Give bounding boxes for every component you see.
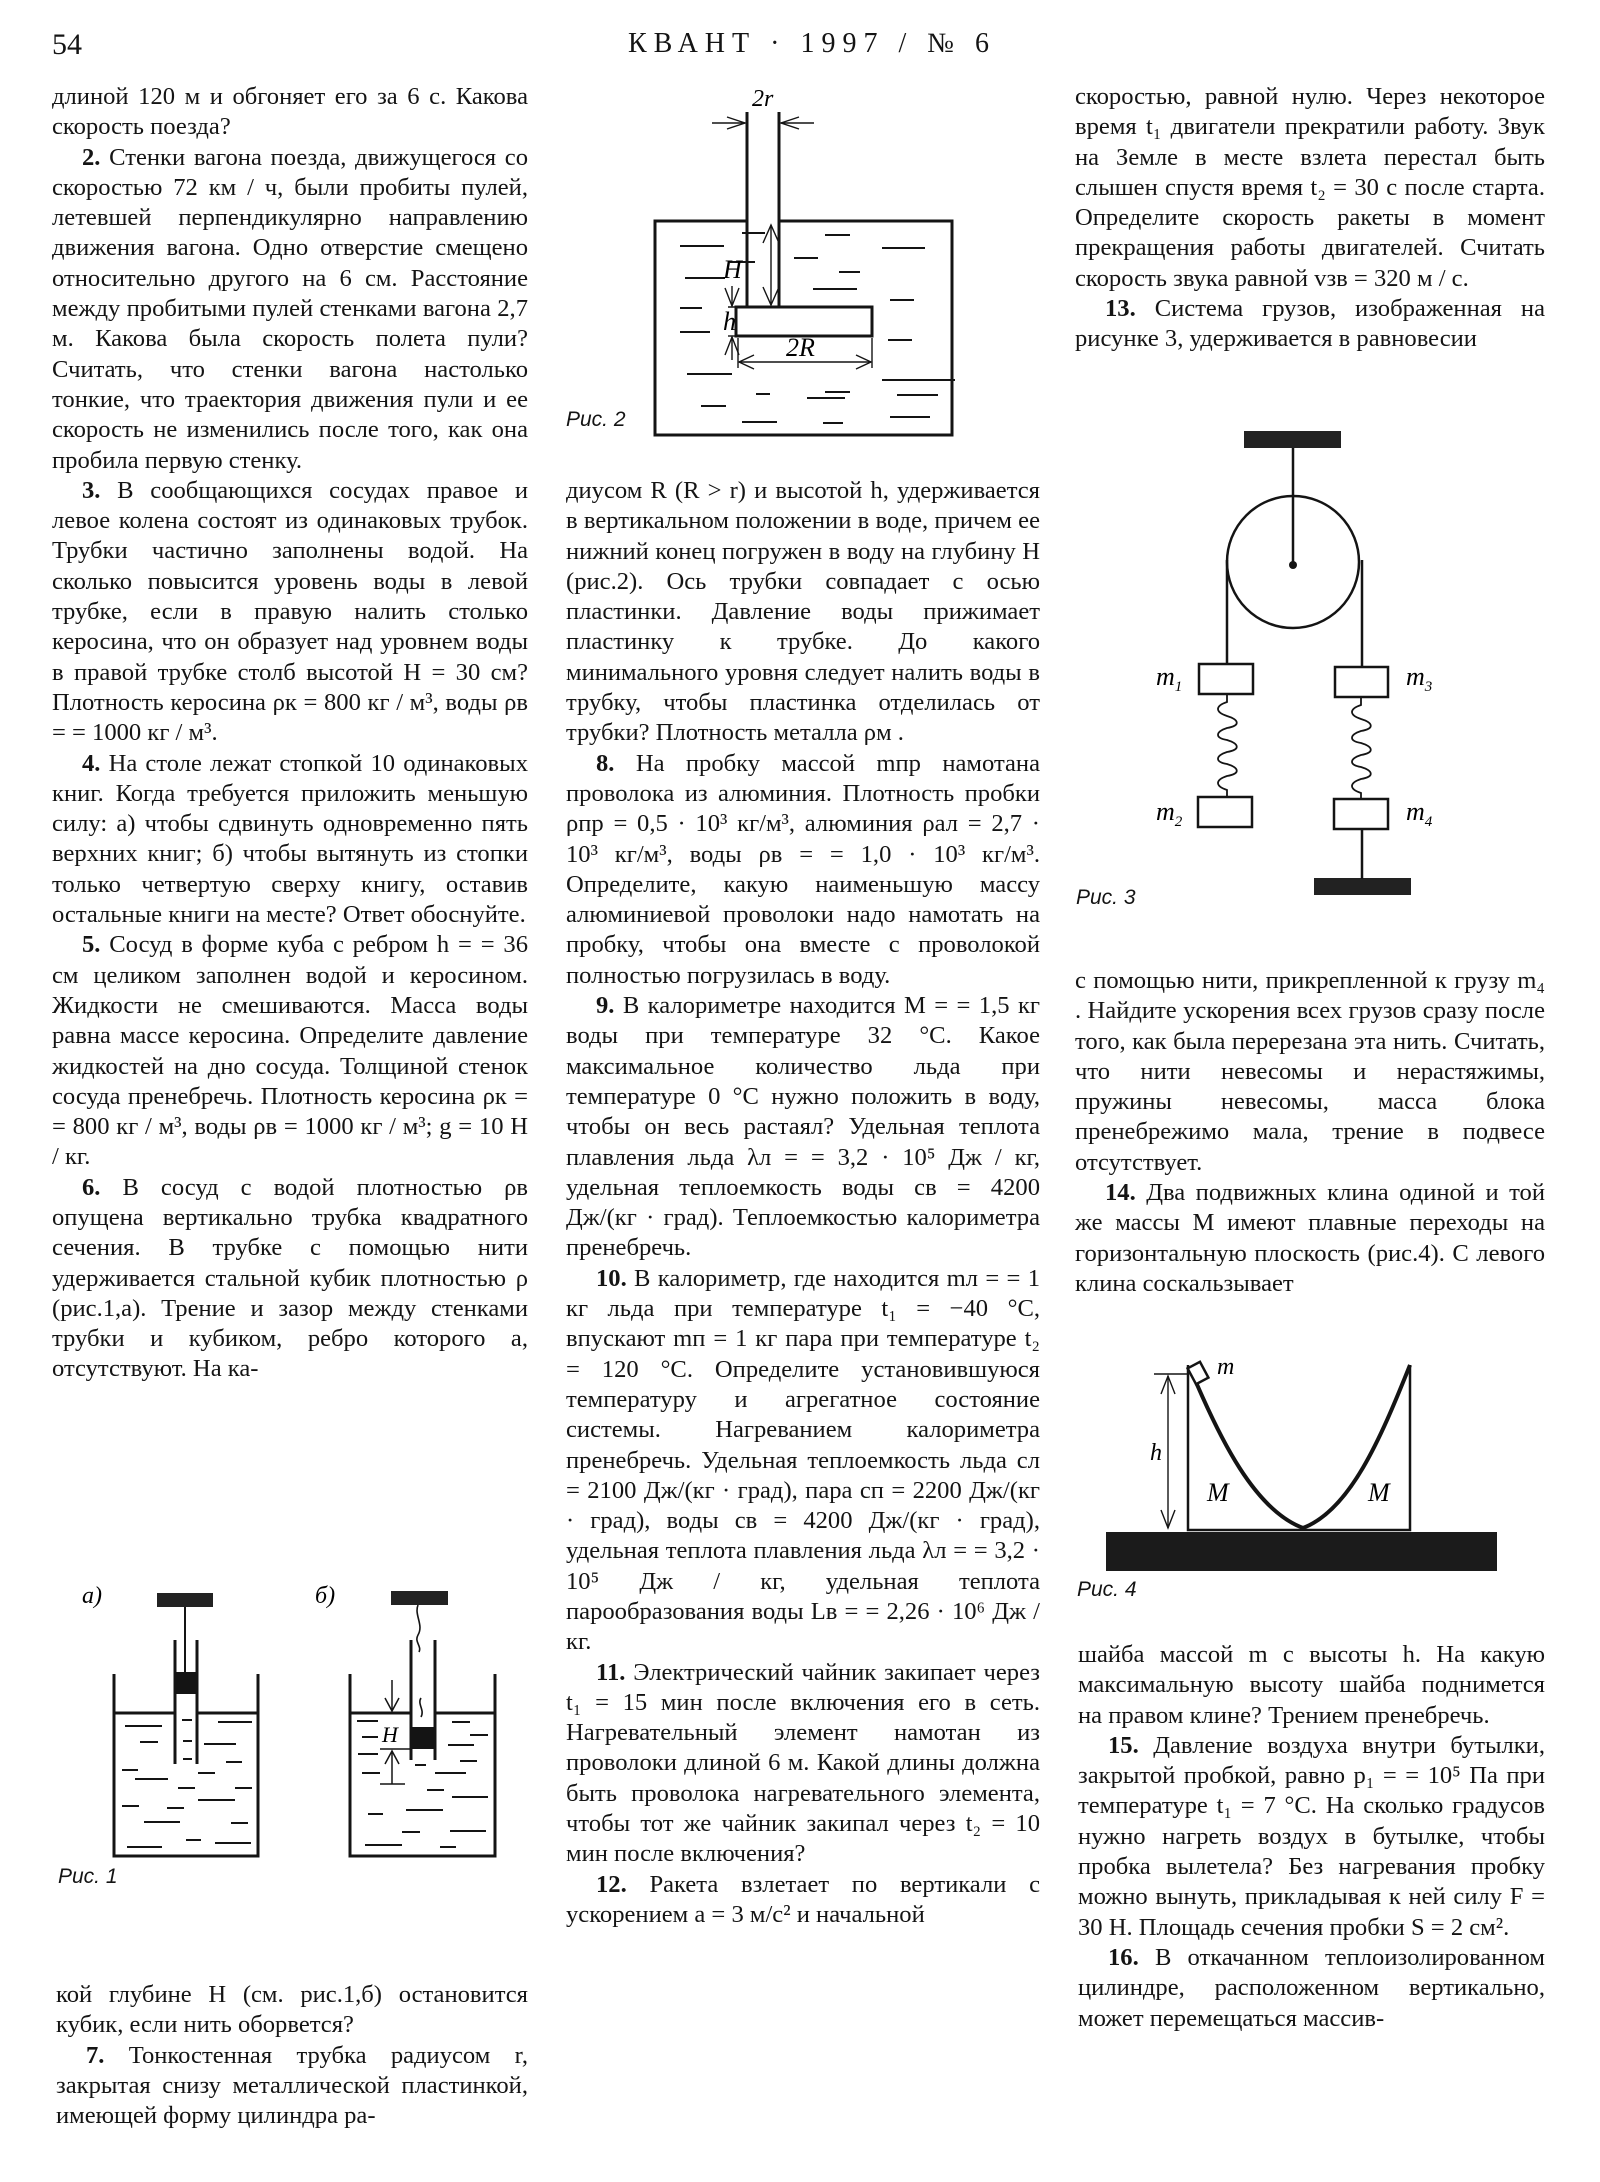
page-number: 54 (52, 28, 82, 61)
problem-number: 15. (1108, 1731, 1139, 1759)
figure-2-caption: Рис. 2 (566, 408, 626, 431)
paragraph: с помощью нити, прикрепленной к грузу m₄ . Найдите ускорения всех грузов сразу после того, как была перерезана эта нить. Считать, что нити невесомы и нерастяжимы, пружины невесомы, масса блока пренебрежимо мала, трение в подвесе отсутствует. (1075, 967, 1545, 1176)
svg-text:m4: $m_4$ (1406, 797, 1433, 830)
problem-12: 12. Ракета взлетает по вертикали с ускорением a = 3 м/с² и начальной (566, 1870, 1040, 1928)
figure-4 (1060, 1320, 1600, 1590)
problem-8: 8. На пробку массой mпр намотана проволока из алюминия. Плотность пробки ρпр = 0,5 · 10³ кг/м³, алюминия ρал = 2,7 · 10³ кг/м³, воды ρв = = 1,0 · 10³ кг/м³. Определите, какую наименьшую массу алюминиевой проволоки надо намотать на пробку, чтобы она вместе с проволокой полностью погрузилась в воду. (566, 749, 1040, 989)
middle-column (566, 476, 1040, 1930)
label-m3: m (1406, 662, 1425, 691)
subfigure-label-b: б) (315, 1583, 336, 1609)
label-M-left: M (1207, 1478, 1229, 1507)
problem-number: 9. (596, 992, 615, 1020)
label-h: h (723, 307, 736, 336)
figure-4-caption: Рис. 4 (1077, 1578, 1137, 1601)
problem-14: 14. Два подвижных клина одиной и той же массы M имеют плавные переходы на горизонтальную плоскость (рис.4). С левого клина соскальзывает (1075, 1179, 1545, 1297)
problem-number: 5. (82, 931, 101, 959)
problem-13: 13. Система грузов, изображенная на рисунке 3, удерживается в равновесии (1075, 295, 1545, 353)
figure-1-caption: Рис. 1 (58, 1865, 118, 1888)
figure-2 (560, 90, 1040, 440)
problem-11: 11. Электрический чайник закипает через t₁ = 15 мин после включения его в сеть. Нагревательный элемент намотан из проволоки длиной 6 м. Какой длины должна быть проволока нагревательного элемента, чтобы тот же чайник закипал через t₂ = 10 мин после включения? (566, 1658, 1040, 1868)
left-column-bottom (56, 1980, 528, 2131)
dim-label-H: H (382, 1722, 398, 1747)
problem-2: 2. Стенки вагона поезда, движущегося со скоростью 72 км / ч, были пробиты пулей, летевшей перпендикулярно направлению движения вагона. Одно отверстие смещено относительно другого на 6 см. Расстояние между пробитыми пулей стенками вагона 2,7 м. Какова была скорость полета пули? Считать, что стенки вагона настолько тонкие, что траектория движения пули и ее скорость не изменились после того, как она пробила первую стенку. (52, 143, 528, 474)
problem-10: 10. В калориметр, где находится mл = = 1 кг льда при температуре t₁ = −40 °С, впускают mп = 1 кг пара при температуре t₂ = 120 °С. Определите установившуюся температуру и агрегатное состояние системы. Нагреванием калориметра пренебречь. Удельная теплоемкость льда cл = 2100 Дж/(кг · град), пара cп = 2200 Дж/(кг · град), воды cв = 4200 Дж/(кг · град), удельная теплота плавления льда λл = = 3,2 · 10⁵ Дж / кг, удельная теплота парообразования воды Lв = = 2,26 · 10⁶ Дж / кг. (566, 1264, 1040, 1656)
right-column-middle (1075, 966, 1545, 1299)
problem-number: 2. (82, 143, 101, 171)
problem-7: 7. Тонкостенная трубка радиусом r, закрытая снизу металлической пластинкой, имеющей форму цилиндра ра- (56, 2041, 528, 2130)
problem-3: 3. В сообщающихся сосудах правое и левое колена состоят из одинаковых трубок. Трубки частично заполнены водой. На сколько повысится уровень воды в левой трубке, если в правую налить столько керосина, что он образует над уровнем воды в правой трубке столб высотой H = 30 см? Плотность керосина ρк = 800 кг / м³, воды ρв = = 1000 кг / м³. (52, 476, 528, 747)
problem-number: 4. (82, 749, 101, 777)
problem-number: 12. (596, 1870, 627, 1898)
right-column-bottom (1078, 1640, 1545, 2034)
label-m: m (1217, 1354, 1235, 1380)
svg-text:m3: $m_3$ (1406, 662, 1433, 695)
label-m2: m (1156, 797, 1175, 826)
problem-5: 5. Сосуд в форме куба с ребром h = = 36 см целиком заполнен водой и керосином. Жидкости не смешиваются. Масса воды равна массе керосина. Определите давление жидкостей на дно сосуда. Толщиной стенок сосуда пренебречь. Плотность керосина ρк = = 800 кг / м³, воды ρв = 1000 кг / м³; g = 10 Н / кг. (52, 931, 528, 1171)
label-2R: 2R (786, 333, 815, 362)
label-h: h (1150, 1440, 1162, 1466)
problem-number: 14. (1105, 1179, 1136, 1207)
problem-number: 6. (82, 1173, 101, 1201)
paragraph: диусом R (R > r) и высотой h, удерживается в вертикальном положении в воде, причем ее нижний конец погружен в воду на глубину H (рис.2). Ось трубки совпадает с осью пластинки. Давление воды прижимает пластинку к трубке. До какого минимального уровня следует налить воды в трубку, чтобы пластинка отделилась от трубки? Плотность металла ρм . (566, 477, 1040, 747)
label-m1: m (1156, 662, 1175, 691)
running-head: КВАНТ · 1997 / № 6 (628, 28, 996, 59)
problem-number: 3. (82, 476, 101, 504)
label-H: H (723, 255, 742, 284)
problem-6: 6. В сосуд с водой плотностью ρв опущена вертикально трубка квадратного сечения. В трубке с помощью нити удерживается стальной кубик плотностью ρ (рис.1,а). Трение и зазор между стенками трубки и кубиком, ребро которого a, отсутствуют. На ка- (52, 1173, 528, 1383)
problem-number: 13. (1105, 295, 1136, 323)
problem-number: 10. (596, 1264, 627, 1292)
figure-3-caption: Рис. 3 (1076, 886, 1136, 909)
figure-3 (1060, 400, 1600, 940)
paragraph: кой глубине H (см. рис.1,б) остановится кубик, если нить оборвется? (56, 1981, 528, 2039)
left-column-top (52, 82, 528, 1385)
paragraph: скоростью, равной нулю. Через некоторое время t₁ двигатели прекратили работу. Звук на Земле в месте взлета перестал быть слышен спустя время t₂ = 30 с после старта. Определите скорость ракеты в момент прекращения работы двигателей. Считать скорость звука равной vзв = 320 м / с. (1075, 83, 1545, 292)
paragraph: шайба массой m с высоты h. На какую максимальную высоту шайба поднимется на правом клине? Трением пренебречь. (1078, 1641, 1545, 1729)
problem-4: 4. На столе лежат стопкой 10 одинаковых книг. Когда требуется приложить меньшую силу: а) чтобы сдвинуть одновременно пять верхних книг; б) чтобы вытянуть из стопки только четвертую сверху книгу, оставив остальные книги на месте? Ответ обоснуйте. (52, 749, 528, 929)
figure-1 (40, 1580, 540, 1880)
problem-15: 15. Давление воздуха внутри бутылки, закрытой пробкой, равно p₁ = = 10⁵ Па при температуре t₁ = 7 °С. На сколько градусов нужно нагреть воздух в бутылке, чтобы пробка вылетела? Без нагревания пробку можно вынуть, прикладывая к ней силу F = 30 Н. Площадь сечения пробки S = 2 см². (1078, 1731, 1545, 1941)
subfigure-label-a: а) (82, 1583, 102, 1609)
problem-number: 8. (596, 749, 615, 777)
label-m4: m (1406, 797, 1425, 826)
svg-text:m1: $m_1$ (1156, 662, 1183, 695)
label-M-right: M (1368, 1478, 1390, 1507)
problem-number: 7. (86, 2041, 105, 2069)
problem-16: 16. В откачанном теплоизолированном цилиндре, расположенном вертикально, может перемещаться массив- (1078, 1943, 1545, 2032)
problem-number: 11. (596, 1658, 626, 1686)
problem-number: 16. (1108, 1943, 1139, 1971)
problem-9: 9. В калориметре находится M = = 1,5 кг воды при температуре 32 °С. Какое максимальное количество льда при температуре 0 °С нужно положить в воду, чтобы он весь растаял? Удельная теплота плавления льда λл = = 3,2 · 10⁵ Дж / кг, удельная теплоемкость воды cв = 4200 Дж/(кг · град). Теплоемкостью калориметра пренебречь. (566, 992, 1040, 1262)
paragraph: длиной 120 м и обгоняет его за 6 с. Какова скорость поезда? (52, 83, 528, 141)
svg-text:m2: $m_2$ (1156, 797, 1183, 830)
right-column-top (1075, 82, 1545, 355)
label-2r: 2r (752, 90, 774, 112)
